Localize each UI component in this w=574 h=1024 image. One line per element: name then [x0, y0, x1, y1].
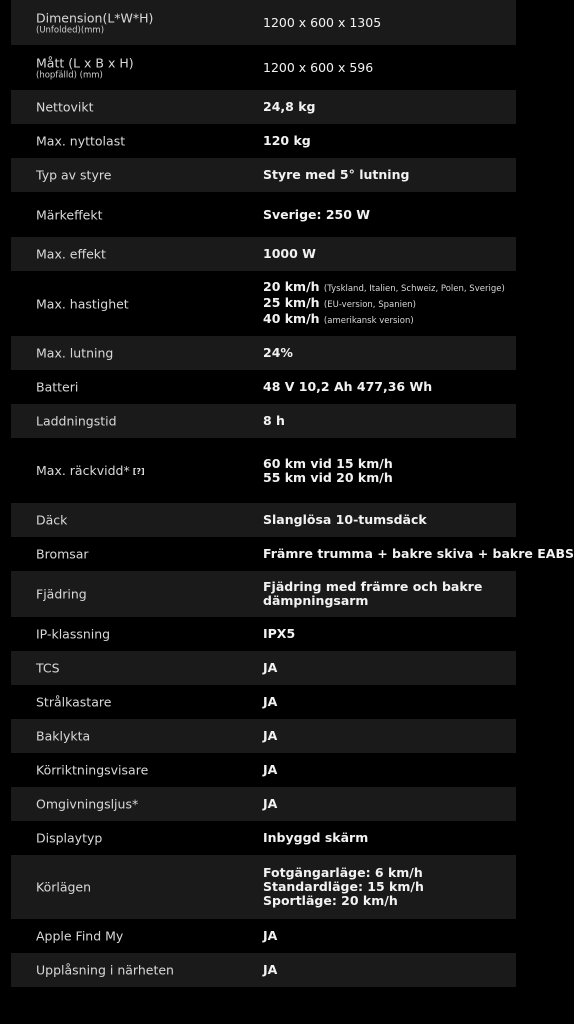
spec-label-text: Max. räckvidd* [36, 462, 130, 478]
spec-row-stralkastare [11, 685, 516, 719]
spec-value [263, 580, 482, 608]
speed-line [263, 280, 505, 296]
spec-label: Upplåsning i närheten [36, 962, 174, 978]
spec-value: Sverige: 250 W [263, 206, 371, 222]
spec-value: 48 V 10,2 Ah 477,36 Wh [263, 379, 433, 394]
spec-row-fjadring [11, 571, 516, 617]
speed-note: (EU-version, Spanien) [323, 299, 416, 310]
spec-row-nettovikt [11, 90, 516, 124]
mode-line: Sportläge: 20 km/h [263, 893, 398, 908]
spec-row-korriktningsvisare [11, 753, 516, 787]
spec-label: Max. effekt [36, 246, 106, 262]
spec-value [263, 866, 424, 908]
spec-row-max-effekt [11, 237, 516, 271]
spec-label: Däck [36, 512, 68, 528]
spec-value: JA [263, 928, 278, 943]
speed-main: 40 km/h [263, 310, 320, 326]
spec-label: Strålkastare [36, 694, 112, 710]
speed-line [263, 296, 505, 312]
spec-label: Max. lutning [36, 345, 114, 361]
spec-row-rackvidd [11, 438, 516, 503]
spec-value: JA [263, 728, 278, 743]
spec-value: JA [263, 694, 278, 709]
spec-row-korlagen [11, 855, 516, 919]
spec-label: Apple Find My [36, 928, 124, 944]
spec-label: Körriktningsvisare [36, 762, 149, 778]
spec-row-batteri [11, 370, 516, 404]
spec-label: Laddningstid [36, 413, 117, 429]
spec-value: Inbyggd skärm [263, 830, 369, 845]
spec-row-lutning [11, 336, 516, 370]
spec-table [11, 0, 574, 987]
spec-label [36, 10, 153, 35]
spec-value: 1000 W [263, 246, 316, 261]
spec-row-find-my [11, 919, 516, 953]
range-line: 55 km vid 20 km/h [263, 469, 393, 485]
spec-row-bromsar [11, 537, 574, 571]
spec-row-ip [11, 617, 516, 651]
spec-row-upplasning [11, 953, 516, 987]
speed-line [263, 312, 505, 328]
spec-value: JA [263, 962, 278, 977]
spec-value: 24,8 kg [263, 99, 316, 114]
spec-label: Märkeffekt [36, 207, 103, 222]
spec-label [36, 55, 134, 80]
spec-value: Främre trumma + bakre skiva + bakre EABS [263, 546, 574, 561]
info-note-link[interactable]: [?] [132, 466, 145, 476]
speed-note: (Tyskland, Italien, Schweiz, Polen, Sverige) [323, 283, 505, 294]
spec-label-sub: (Unfolded)(mm) [36, 25, 105, 35]
spec-value: 1200 x 600 x 1305 [263, 14, 382, 30]
spec-label: Max. nyttolast [36, 133, 126, 149]
spec-value: 1200 x 600 x 596 [263, 59, 374, 75]
spec-value [263, 280, 505, 328]
spec-value [263, 457, 393, 485]
spec-label [36, 463, 145, 479]
spec-label: Omgivningsljus* [36, 796, 139, 812]
spec-label: IP-klassning [36, 626, 111, 642]
speed-main: 25 km/h [263, 294, 320, 310]
spec-value: JA [263, 762, 278, 777]
speed-main: 20 km/h [263, 278, 320, 294]
spec-label: Displaytyp [36, 830, 103, 846]
spec-label: Körlägen [36, 879, 92, 895]
spec-label: TCS [36, 660, 60, 676]
spec-value: 24% [263, 345, 293, 360]
spec-label: Fjädring [36, 586, 87, 602]
spec-row-displaytyp [11, 821, 516, 855]
spec-label: Nettovikt [36, 99, 94, 115]
spec-value: JA [263, 660, 278, 675]
spec-value: Slanglösa 10-tumsdäck [263, 512, 427, 527]
spec-label: Batteri [36, 379, 79, 395]
spec-label-sub: (hopfälld) (mm) [36, 70, 103, 80]
spec-label: Max. hastighet [36, 296, 129, 311]
spec-row-baklykta [11, 719, 516, 753]
mode-line: Standardläge: 15 km/h [263, 879, 424, 894]
spec-row-matt [11, 45, 516, 90]
spec-label-text: Dimension(L*W*H) [36, 10, 154, 25]
speed-note: (amerikansk version) [323, 315, 414, 326]
spec-label-text: Mått (L x B x H) [36, 55, 134, 70]
range-line: 60 km vid 15 km/h [263, 455, 393, 471]
spec-value: IPX5 [263, 626, 296, 641]
spec-row-laddningstid [11, 404, 516, 438]
spec-label: Baklykta [36, 728, 91, 744]
spec-value: 8 h [263, 413, 285, 428]
suspension-line: dämpningsarm [263, 593, 369, 608]
spec-row-styre [11, 158, 516, 192]
suspension-line: Fjädring med främre och bakre [263, 579, 483, 594]
spec-value: Styre med 5° lutning [263, 167, 410, 182]
spec-row-hastighet [11, 271, 516, 336]
spec-row-tcs [11, 651, 516, 685]
spec-row-markeffekt [11, 192, 516, 237]
spec-row-omgivningsljus [11, 787, 516, 821]
spec-label: Bromsar [36, 546, 89, 562]
spec-row-dack [11, 503, 516, 537]
spec-value: 120 kg [263, 133, 311, 148]
spec-row-dimension [11, 0, 516, 45]
spec-label: Typ av styre [36, 167, 112, 183]
spec-row-nyttolast [11, 124, 516, 158]
spec-value: JA [263, 796, 278, 811]
mode-line: Fotgängarläge: 6 km/h [263, 865, 423, 880]
